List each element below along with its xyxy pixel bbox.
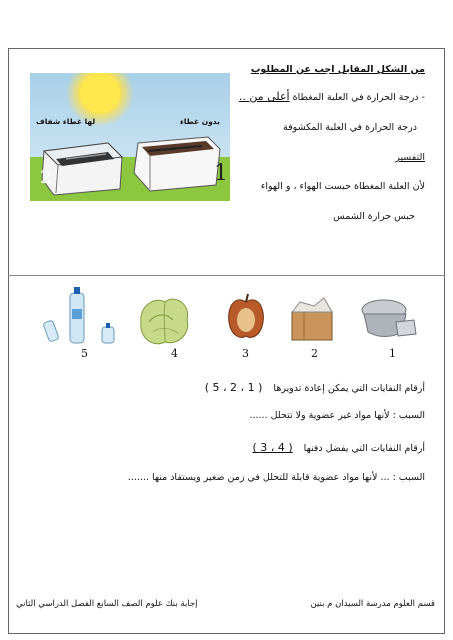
explain-line-1: لأن العلبة المغطاة حبست الهواء ، و الهواء — [260, 181, 425, 192]
recycle-reason-text: لأنها مواد غير عضوية ولا تتحلل ...... — [249, 410, 390, 421]
plastic-bottles-icon — [40, 285, 130, 347]
footer-school: قسم العلوم مدرسة السيدان م بنين — [310, 599, 435, 609]
bury-reason-label: السبب : — [392, 472, 425, 483]
footer — [16, 599, 435, 613]
item-num-5: 5 — [81, 347, 88, 360]
figure-num-2: 2 — [40, 167, 52, 188]
recycle-question-text: أرقام النفايات التي يمكن إعادة تدويرها — [273, 383, 425, 394]
rotten-apple-icon — [225, 292, 267, 342]
recycle-question — [205, 381, 425, 394]
temperature-line-1 — [239, 90, 425, 103]
line1-answer: أعلى من .. — [238, 90, 290, 103]
line1-prefix: - درجة الحرارة في العلبة المغطاة — [292, 92, 425, 103]
metal-pots-icon — [358, 296, 420, 340]
figure-drawing — [30, 73, 230, 201]
recycle-answer: ( 1 ، 2 ، 5 ) — [204, 381, 263, 394]
section-divider — [8, 275, 445, 276]
temperature-line-2: درجة الحرارة في العلبة المكشوفة — [283, 122, 417, 133]
bury-reason — [128, 472, 425, 483]
bury-answer: ( 4 ، 3 ) — [252, 441, 293, 454]
item-num-4: 4 — [171, 347, 178, 360]
item-num-3: 3 — [242, 347, 249, 360]
figure-num-1: 1 — [214, 161, 228, 186]
label-no-lid: بدون غطاء — [180, 117, 220, 126]
recycle-reason-label: السبب : — [392, 410, 425, 421]
explain-heading: التفسير — [395, 152, 425, 163]
bury-reason-text: ... لأنها مواد عضوية قابلة للتحلل في زمن صغير ويستفاد منها ....... — [127, 472, 390, 483]
lettuce-icon — [135, 292, 195, 350]
bury-question-text: أرقام النفايات التي يفضل دفنها — [303, 443, 425, 454]
sun-boxes-figure — [30, 73, 230, 201]
bury-question — [253, 441, 426, 454]
footer-subject: إجابة بنك علوم الصف السابع الفصل الدراسي الثاني — [16, 599, 198, 609]
covered-box-icon — [42, 143, 122, 195]
open-box-icon — [134, 137, 220, 191]
recycle-reason — [249, 410, 425, 421]
item-num-2: 2 — [311, 347, 318, 360]
explain-line-2: حبس حرارة الشمس — [333, 211, 415, 222]
label-transparent-lid: لها غطاء شفاف — [36, 117, 96, 126]
item-num-1: 1 — [389, 347, 396, 360]
question-title: من الشكل المقابل اجب عن المطلوب — [250, 64, 425, 75]
cardboard-box-icon — [286, 294, 338, 342]
